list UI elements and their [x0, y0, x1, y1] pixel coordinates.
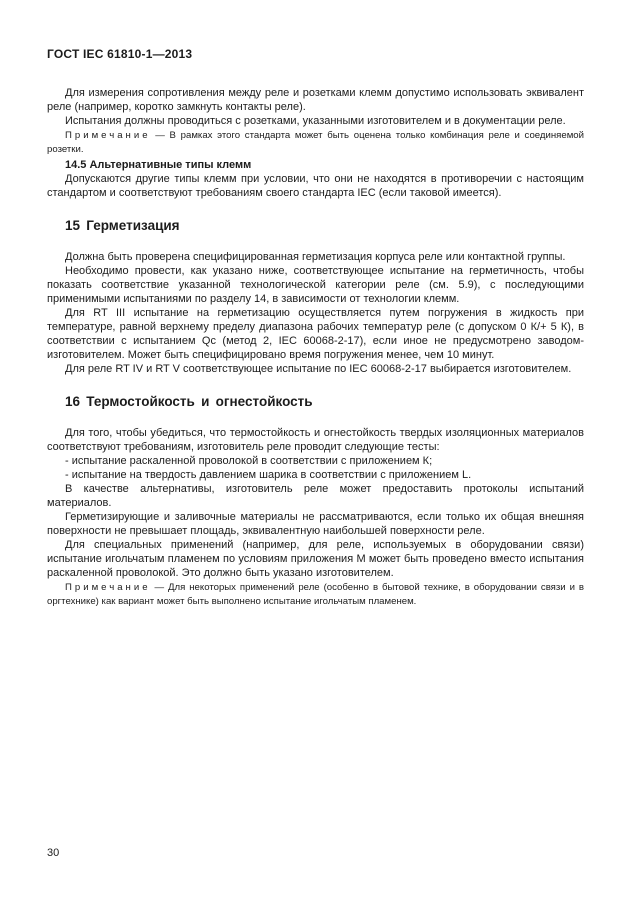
note-text: — Для некоторых применений реле (особенно в бытовой технике, в оборудовании связи и в оргтехнике) как вариант может быть выполнено испытание игольчатым пламенем.: [47, 582, 584, 607]
list-item: - испытание раскаленной проволокой в соответствии с приложением К;: [65, 455, 433, 467]
section-heading-16: 16 Термостойкость и огнестойкость: [65, 394, 313, 409]
paragraph: Для измерения сопротивления между реле и розетками клемм допустимо использовать эквивалент реле (например, коротко замкнуть контакты реле).: [47, 87, 584, 113]
note: [47, 581, 584, 608]
paragraph: В качестве альтернативы, изготовитель реле может предоставить протоколы испытаний материалов.: [47, 483, 584, 509]
paragraph: Допускаются другие типы клемм при условии, что они не находятся в противоречии с настоящим стандартом и соответствуют требованиям своего стандарта IEC (если таковой имеется).: [47, 173, 584, 199]
paragraph: Герметизирующие и заливочные материалы не рассматриваются, если только их общая внешняя поверхности не превышает площадь, эквивалентную наибольшей поверхности реле.: [47, 511, 584, 537]
section-heading-15: 15 Герметизация: [65, 218, 180, 233]
running-header: ГОСТ IEC 61810-1—2013: [47, 47, 193, 61]
note: [47, 129, 584, 156]
paragraph: Должна быть проверена специфицированная герметизация корпуса реле или контактной группы.: [65, 251, 566, 263]
paragraph: Для того, чтобы убедиться, что термостойкость и огнестойкость твердых изоляционных материалов соответствуют требованиям, изготовитель реле проводит следующие тесты:: [47, 427, 584, 453]
note-label: Примечание: [65, 582, 151, 593]
note-label: Примечание: [65, 130, 151, 141]
subsection-heading-14-5: 14.5 Альтернативные типы клемм: [65, 159, 252, 171]
paragraph: Необходимо провести, как указано ниже, соответствующее испытание на герметичность, чтобы показать соответствие указанной технологической категории реле (см. 5.9), с последующими применимыми испытаниями по разделу 14, в зависимости от технологии клемм.: [47, 265, 584, 305]
list-item: - испытание на твердость давлением шарика в соответствии с приложением L.: [65, 469, 472, 481]
note-text: — В рамках этого стандарта может быть оценена только комбинация реле и соединяемой розетки.: [47, 130, 584, 155]
paragraph: Для RT III испытание на герметизацию осуществляется путем погружения в жидкость при температуре, равной верхнему пределу диапазона рабочих температур реле (с допуском 0 К/+ 5 К), в соответствии с испытанием Qc (метод 2, IEC 60068-2-17), если иное не предусмотрено заводом-изготовителем. Может быть специфицировано время погружения менее, чем 10 минут.: [47, 307, 584, 361]
paragraph: Испытания должны проводиться с розетками, указанными изготовителем и в документации реле.: [65, 115, 566, 127]
paragraph: Для специальных применений (например, для реле, используемых в оборудовании связи) испытание игольчатым пламенем по условиям приложения М может быть проведено вместо испытания раскаленной проволокой. Это должно быть указано изготовителем.: [47, 539, 584, 579]
paragraph: Для реле RT IV и RT V соответствующее испытание по IEC 60068-2-17 выбирается изготовителем.: [65, 363, 572, 375]
page-number: 30: [47, 847, 60, 859]
